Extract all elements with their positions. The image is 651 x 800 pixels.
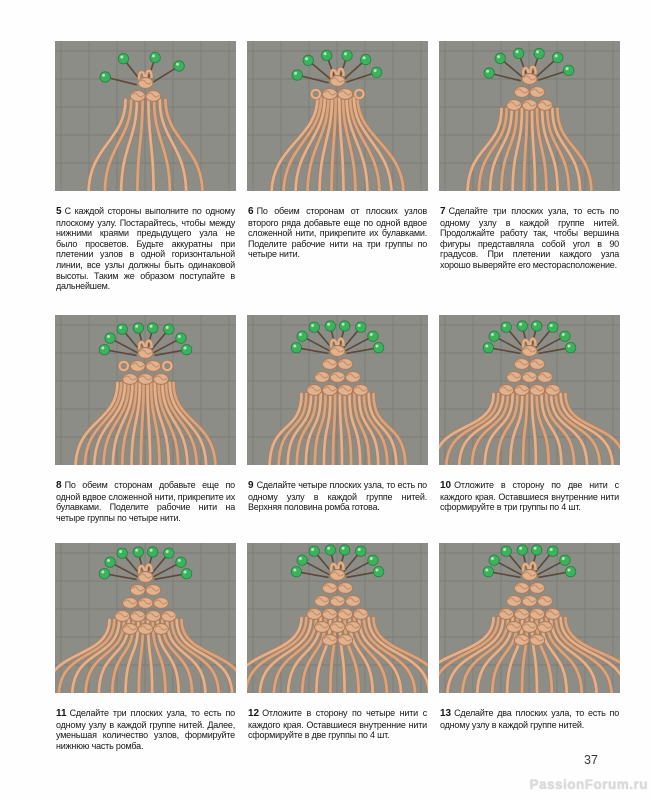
step-number: 10 bbox=[440, 480, 452, 491]
step-caption bbox=[248, 480, 427, 513]
step-caption bbox=[56, 708, 235, 751]
step-text: По обеим сторонам от плоских узлов второго ряда добавьте еще по одной вдвое сложенной нити, прикрепите их булавками. Поделите рабочие нити на три группы по четыре нити. bbox=[248, 206, 427, 260]
step-11 bbox=[55, 543, 236, 751]
step-text: Отложите в сторону по четыре нити с каждого края. Оставшиеся внутренние нити сформируйте в две группы по 4 шт. bbox=[248, 708, 427, 741]
macrame-photo-step-8 bbox=[55, 315, 236, 465]
step-caption bbox=[56, 480, 235, 523]
step-text: Сделайте два плоских узла, то есть по одному узлу в каждой группе нитей. bbox=[440, 708, 619, 730]
step-10 bbox=[439, 315, 620, 523]
steps-row-3 bbox=[55, 543, 620, 751]
steps-row-2 bbox=[55, 315, 620, 523]
step-9 bbox=[247, 315, 428, 523]
watermark: PassionForum.ru bbox=[529, 777, 648, 792]
step-12 bbox=[247, 543, 428, 751]
step-number: 8 bbox=[56, 480, 62, 491]
step-6 bbox=[247, 41, 428, 292]
step-number: 13 bbox=[440, 708, 452, 719]
step-7 bbox=[439, 41, 620, 292]
step-text: С каждой стороны выполните по одному плоскому узлу. Постарайтесь, чтобы между нижними краями предыдущего узла не было просветов. Будьте аккуратны при плетении узлов в одной горизонтальной линии, все узлы должны быть одинаковой высоты. Таким же образом поступайте в дальнейшем. bbox=[56, 206, 235, 292]
macrame-photo-step-12 bbox=[247, 543, 428, 693]
macrame-photo-step-7 bbox=[439, 41, 620, 191]
macrame-photo-step-9 bbox=[247, 315, 428, 465]
step-text: Сделайте три плоских узла, то есть по одному узлу в каждой группе нитей. Далее, уменьшая количество узлов, формируйте нижнюю часть ромба. bbox=[56, 708, 235, 751]
step-caption bbox=[248, 206, 427, 260]
step-number: 11 bbox=[56, 708, 67, 719]
step-text: Сделайте три плоских узла, то есть по одному узлу в каждой группе нитей. Продолжайте работу так, чтобы вершина фигуры представляла собой угол в 90 градусов. При плетении каждого узла хорошо выверяйте его месторасположение. bbox=[440, 206, 619, 270]
macrame-photo-step-13 bbox=[439, 543, 620, 693]
macrame-photo-step-10 bbox=[439, 315, 620, 465]
step-caption bbox=[248, 708, 427, 741]
step-caption bbox=[440, 480, 619, 513]
step-number: 9 bbox=[248, 480, 254, 491]
step-5 bbox=[55, 41, 236, 292]
steps-row-1 bbox=[55, 41, 620, 292]
step-caption bbox=[440, 708, 619, 730]
step-8 bbox=[55, 315, 236, 523]
step-13 bbox=[439, 543, 620, 751]
step-text: По обеим сторонам добавьте еще по одной вдвое сложенной нити, прикрепите их булавками. Поделите рабочие нити на четыре группы по четыре нити. bbox=[56, 480, 235, 523]
macrame-photo-step-11 bbox=[55, 543, 236, 693]
macrame-photo-step-6 bbox=[247, 41, 428, 191]
step-text: Отложите в сторону по две нити с каждого края. Оставшиеся внутренние нити сформируйте в три группы по 4 шт. bbox=[440, 480, 619, 513]
step-text: Сделайте четыре плоских узла, то есть по одному узлу в каждой группе нитей. Верхняя половина ромба готова. bbox=[248, 480, 427, 513]
page-number: 37 bbox=[584, 753, 598, 767]
macrame-photo-step-5 bbox=[55, 41, 236, 191]
step-number: 6 bbox=[248, 206, 254, 217]
step-number: 7 bbox=[440, 206, 446, 217]
step-number: 12 bbox=[248, 708, 260, 719]
step-number: 5 bbox=[56, 206, 62, 217]
step-caption bbox=[440, 206, 619, 271]
step-caption bbox=[56, 206, 235, 292]
